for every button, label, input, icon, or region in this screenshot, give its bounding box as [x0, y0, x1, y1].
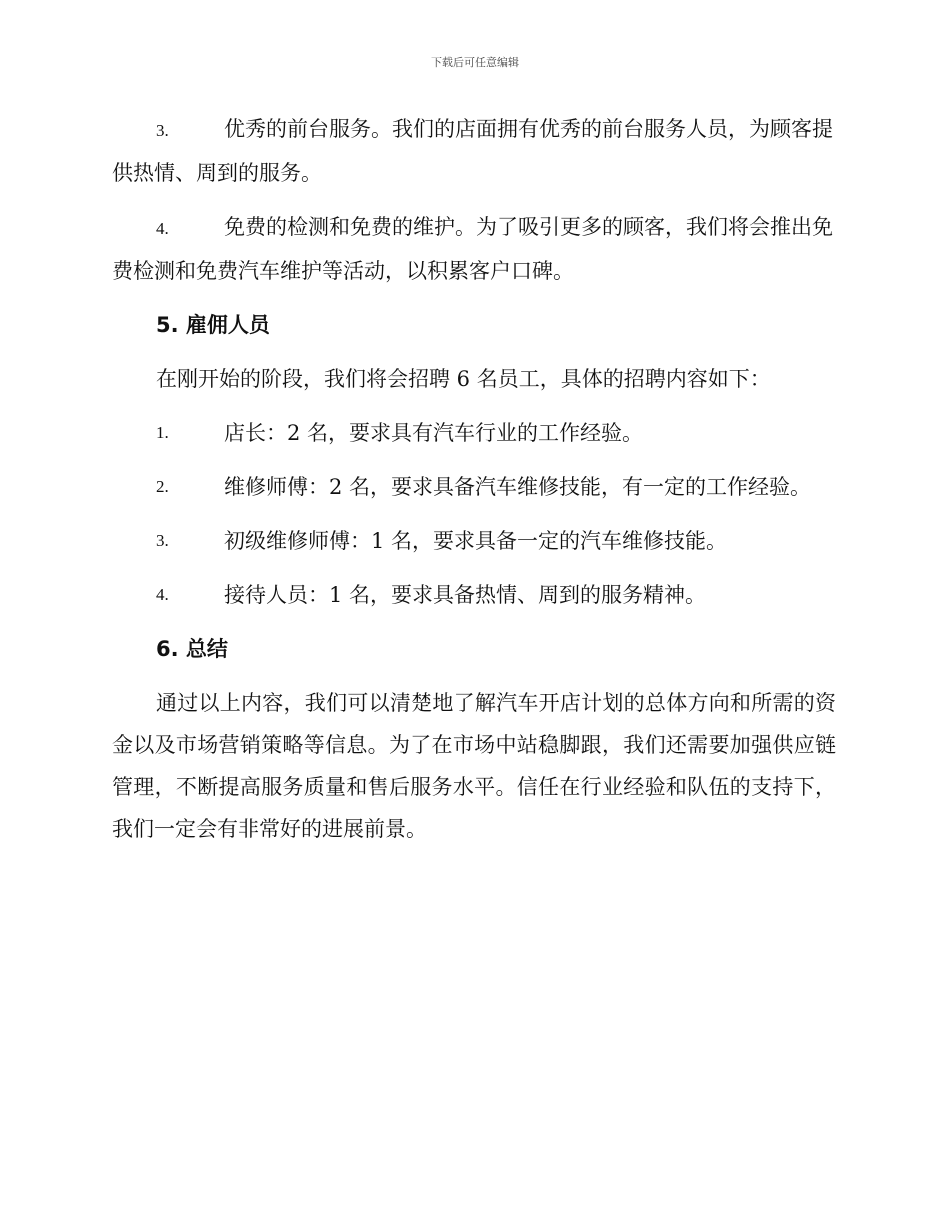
list-text: 店长：2 名，要求具有汽车行业的工作经验。	[224, 421, 644, 445]
list-number: 4.	[156, 585, 169, 604]
document-body	[112, 108, 836, 850]
list-text: 免费的检测和免费的维护。为了吸引更多的顾客，我们将会推出免费检测和免费汽车维护等活动，以积累客户口碑。	[112, 215, 833, 283]
section-heading: 6. 总结	[156, 637, 228, 661]
list-item	[112, 520, 836, 562]
list-item	[112, 108, 836, 194]
list-item	[112, 412, 836, 454]
list-number: 3.	[156, 531, 169, 550]
list-number: 1.	[156, 423, 169, 442]
section-intro: 在刚开始的阶段，我们将会招聘 6 名员工，具体的招聘内容如下：	[156, 367, 771, 391]
list-number: 2.	[156, 477, 169, 496]
list-item	[112, 574, 836, 616]
list-text: 维修师傅：2 名，要求具备汽车维修技能，有一定的工作经验。	[224, 475, 812, 499]
list-number: 4.	[156, 219, 169, 238]
page-header: 下载后可任意编辑	[431, 56, 519, 69]
list-text: 初级维修师傅：1 名，要求具备一定的汽车维修技能。	[224, 529, 728, 553]
section-heading: 5. 雇佣人员	[156, 313, 270, 337]
list-number: 3.	[156, 121, 169, 140]
list-text: 优秀的前台服务。我们的店面拥有优秀的前台服务人员，为顾客提供热情、周到的服务。	[112, 117, 833, 185]
list-text: 接待人员：1 名，要求具备热情、周到的服务精神。	[224, 583, 707, 607]
list-item	[112, 466, 836, 508]
list-item	[112, 206, 836, 292]
summary-paragraph: 通过以上内容，我们可以清楚地了解汽车开店计划的总体方向和所需的资金以及市场营销策略等信息。为了在市场中站稳脚跟，我们还需要加强供应链管理，不断提高服务质量和售后服务水平。信任在行业经验和队伍的支持下，我们一定会有非常好的进展前景。	[112, 691, 836, 841]
